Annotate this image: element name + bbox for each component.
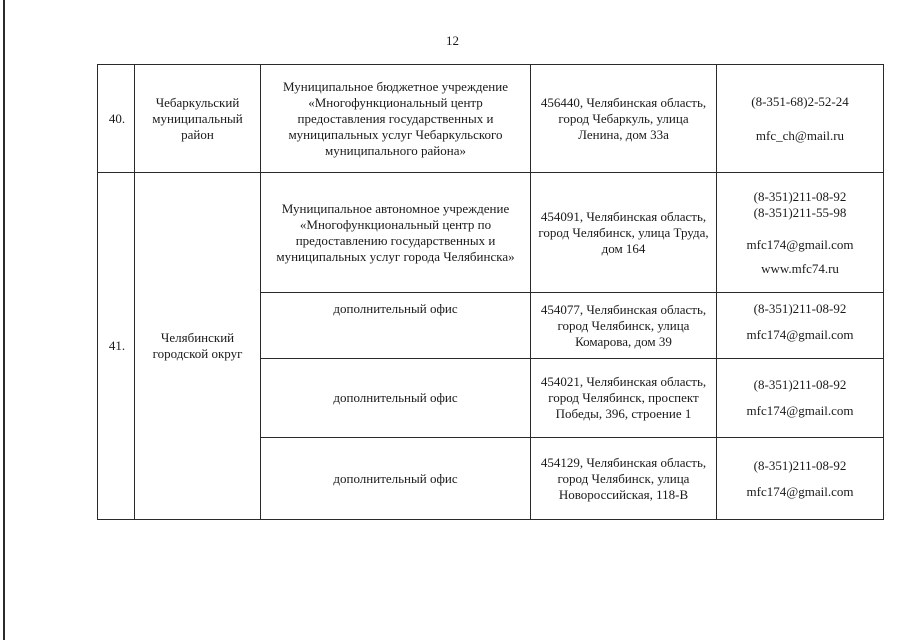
phone: (8-351-68)2-52-24 bbox=[751, 93, 849, 109]
row-number: 41. bbox=[98, 173, 135, 520]
row-number: 40. bbox=[98, 65, 135, 173]
website-link[interactable]: www.mfc74.ru bbox=[761, 260, 839, 276]
institution-cell: Муниципальное бюджетное учреждение «Многофункциональный центр предоставления государственных и муниципальных услуг Чебаркульского муниципального района» bbox=[261, 65, 531, 173]
address-cell: 454091, Челябинская область, город Челябинск, улица Труда, дом 164 bbox=[531, 173, 717, 293]
institution-cell: дополнительный офис bbox=[261, 359, 531, 438]
email[interactable]: mfc174@gmail.com bbox=[746, 236, 854, 252]
page-number: 12 bbox=[446, 33, 459, 48]
phone: (8-351)211-08-92 bbox=[753, 188, 847, 204]
table-row-41-main bbox=[98, 173, 884, 293]
institution-cell: дополнительный офис bbox=[261, 293, 531, 359]
contact-cell bbox=[717, 359, 884, 438]
page-edge-line bbox=[3, 0, 5, 640]
email[interactable]: mfc174@gmail.com bbox=[746, 327, 854, 342]
contact-cell bbox=[717, 173, 884, 293]
email[interactable]: mfc174@gmail.com bbox=[746, 483, 854, 499]
institution-cell: Муниципальное автономное учреждение «Многофункциональный центр по предоставлению государственных и муниципальных услуг города Челябинска» bbox=[261, 173, 531, 293]
phone: (8-351)211-08-92 bbox=[753, 457, 847, 473]
phone: (8-351)211-08-92 bbox=[753, 377, 847, 392]
address-cell: 456440, Челябинская область, город Чебаркуль, улица Ленина, дом 33а bbox=[531, 65, 717, 173]
contact-cell bbox=[717, 438, 884, 520]
contact-cell bbox=[717, 293, 884, 359]
institution-cell: дополнительный офис bbox=[261, 438, 531, 520]
mfc-table bbox=[97, 64, 884, 520]
email[interactable]: mfc_ch@mail.ru bbox=[755, 127, 845, 143]
address-cell: 454129, Челябинская область, город Челябинск, улица Новороссийская, 118-В bbox=[531, 438, 717, 520]
table-row-40 bbox=[98, 65, 884, 173]
address-cell: 454021, Челябинская область, город Челябинск, проспект Победы, 396, строение 1 bbox=[531, 359, 717, 438]
district-cell: Чебаркульский муниципальный район bbox=[135, 65, 261, 173]
phone: (8-351)211-08-92 bbox=[753, 301, 847, 316]
district-cell: Челябинский городской округ bbox=[135, 173, 261, 520]
email[interactable]: mfc174@gmail.com bbox=[746, 403, 854, 418]
contact-cell bbox=[717, 65, 884, 173]
phone: (8-351)211-55-98 bbox=[753, 204, 847, 220]
address-cell: 454077, Челябинская область, город Челябинск, улица Комарова, дом 39 bbox=[531, 293, 717, 359]
